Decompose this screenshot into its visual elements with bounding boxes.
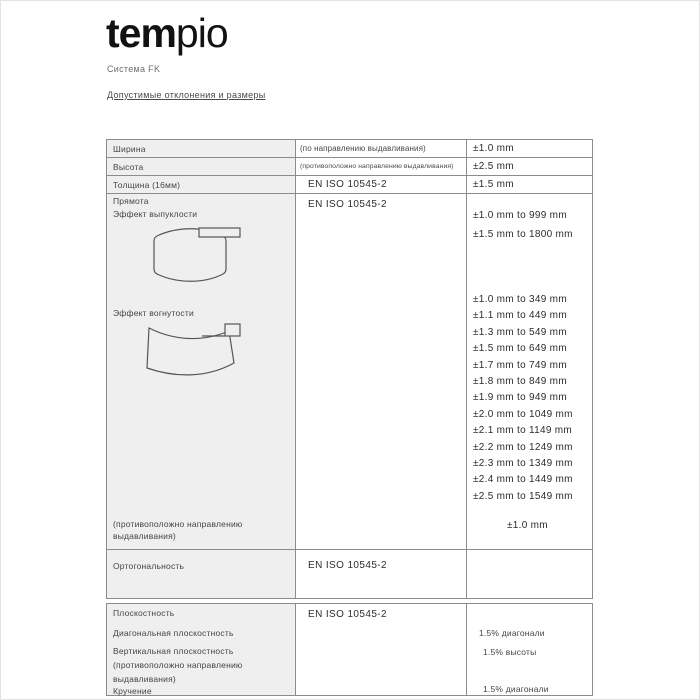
concavity-value: ±2.0 mm to 1049 mm — [473, 408, 573, 420]
height-method: (противоположно направлению выдавливания) — [300, 163, 454, 170]
flatness-table — [106, 603, 593, 696]
table-row-height — [107, 157, 592, 175]
logo-bold: tem — [106, 10, 176, 56]
width-label: Ширина — [113, 143, 146, 154]
torsion-label: Кручение — [113, 686, 152, 696]
vertical-flatness-label: Вертикальная плоскостность (противоположно направлению выдавливания) — [113, 646, 243, 684]
thickness-label: Толщина (16мм) — [113, 179, 181, 190]
flatness-label: Плоскостность — [113, 608, 175, 618]
concavity-value: ±1.9 mm to 949 mm — [473, 392, 567, 404]
table-row-straightness — [107, 193, 592, 549]
width-value-cell — [467, 140, 592, 157]
system-label: Система FK — [107, 64, 161, 74]
concavity-value: ±1.8 mm to 849 mm — [473, 376, 567, 388]
thickness-value: ±1.5 mm — [473, 179, 514, 190]
straightness-method: EN ISO 10545-2 — [308, 199, 387, 210]
convexity-values — [473, 207, 573, 244]
concavity-value: ±2.3 mm to 1349 mm — [473, 458, 573, 470]
concavity-value: ±1.7 mm to 749 mm — [473, 359, 567, 371]
flatness-label-cell — [107, 604, 296, 695]
table-row-thickness — [107, 175, 592, 193]
deviations-link[interactable]: Допустимые отклонения и размеры — [107, 90, 266, 100]
convexity-value: ±1.0 mm to 999 mm — [473, 210, 567, 221]
height-label: Высота — [113, 161, 144, 172]
tolerance-table — [106, 139, 593, 599]
orthogonality-value-cell — [467, 550, 592, 598]
concavity-value: ±1.1 mm to 449 mm — [473, 310, 567, 322]
straightness-opposite-label: (противоположно направлению выдавливания) — [113, 519, 243, 541]
height-method-cell — [296, 158, 467, 175]
width-method-cell — [296, 140, 467, 157]
table-row-orthogonality — [107, 549, 592, 598]
convex-tile-profile-diagram — [151, 223, 243, 287]
concavity-values — [473, 292, 573, 505]
convexity-value: ±1.5 mm to 1800 mm — [473, 228, 573, 240]
concavity-value: ±2.5 mm to 1549 mm — [473, 490, 573, 502]
convexity-label: Эффект выпуклости — [113, 209, 198, 219]
thickness-value-cell — [467, 176, 592, 193]
width-method: (по направлению выдавливания) — [300, 144, 426, 153]
torsion-value: 1.5% диагонали — [483, 684, 549, 694]
thickness-method: EN ISO 10545-2 — [308, 179, 387, 190]
width-value: ±1.0 mm — [473, 143, 514, 154]
concavity-value: ±1.0 mm to 349 mm — [473, 294, 567, 305]
concavity-value: ±1.5 mm to 649 mm — [473, 343, 567, 355]
logo — [106, 10, 228, 56]
logo-light: pio — [175, 10, 228, 56]
height-value: ±2.5 mm — [473, 161, 514, 172]
diagonal-flatness-value: 1.5% диагонали — [479, 628, 545, 638]
straightness-label: Прямота — [113, 196, 149, 206]
diagonal-flatness-label: Диагональная плоскостность — [113, 628, 234, 638]
height-label-cell — [107, 158, 296, 175]
height-value-cell — [467, 158, 592, 175]
straightness-values-cell — [467, 194, 592, 549]
straightness-label-cell — [107, 194, 296, 549]
orthogonality-label-cell — [107, 550, 296, 598]
concavity-value: ±2.1 mm to 1149 mm — [473, 425, 573, 437]
width-label-cell — [107, 140, 296, 157]
flatness-values-cell — [467, 604, 592, 695]
orthogonality-method-cell — [296, 550, 467, 598]
orthogonality-method: EN ISO 10545-2 — [308, 560, 387, 571]
concavity-value: ±2.4 mm to 1449 mm — [473, 474, 573, 486]
concavity-value: ±2.2 mm to 1249 mm — [473, 441, 573, 453]
flatness-method-cell — [296, 604, 467, 695]
vertical-flatness-value: 1.5% высоты — [483, 647, 537, 657]
concave-tile-profile-diagram — [145, 321, 245, 383]
thickness-method-cell — [296, 176, 467, 193]
straightness-method-cell — [296, 194, 467, 549]
orthogonality-label: Ортогональность — [113, 561, 185, 571]
table-row-width — [107, 140, 592, 157]
concavity-label: Эффект вогнутости — [113, 308, 194, 318]
concavity-value: ±1.3 mm to 549 mm — [473, 326, 567, 338]
thickness-label-cell — [107, 176, 296, 193]
flatness-method: EN ISO 10545-2 — [308, 609, 387, 620]
straightness-opposite-value: ±1.0 mm — [507, 520, 548, 531]
